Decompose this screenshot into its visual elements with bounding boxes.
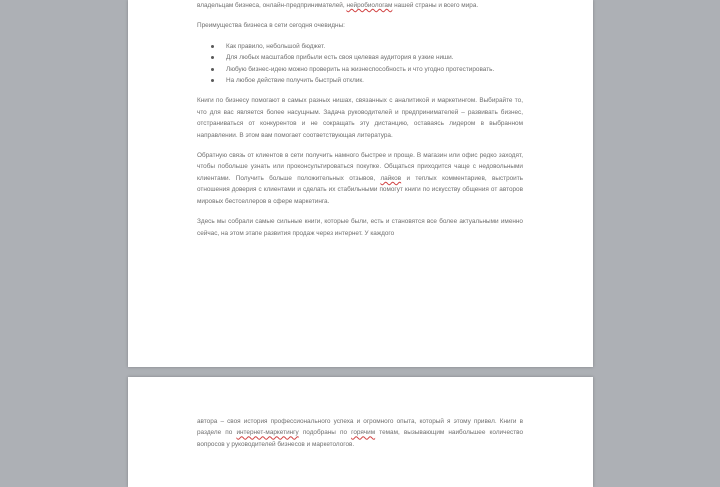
paragraph-collection[interactable]: Здесь мы собрали самые сильные книги, которые были, есть и становятся все более актуальными именно сейчас, на этом этапе развития продаж через интернет. У каждого bbox=[197, 218, 523, 237]
page-1-text-body[interactable] bbox=[197, 0, 523, 248]
bullet-list bbox=[197, 41, 523, 87]
list-item[interactable]: На любое действие получить быстрый отклик. bbox=[209, 75, 523, 86]
paragraph-business-books[interactable]: Книги по бизнесу помогают в самых разных нишах, связанных с аналитикой и маркетингом. Выбирайте то, что для вас является более насущным. Задача руководителей и предпринимателей – развивать бизнес, отстраниваться от конкурентов и не сокращать эту дистанцию, оставаясь лидером в выбранном направлении. В этом вам помогает соответствующая литература. bbox=[197, 97, 523, 139]
author-text-after: темам, вызывающим наибольшее количество вопросов у руководителей бизнесов и маркетологов. bbox=[197, 429, 523, 448]
list-title[interactable]: Преимущества бизнеса в сети сегодня очевидны: bbox=[197, 22, 345, 30]
document-page-2[interactable] bbox=[128, 377, 593, 487]
spellcheck-word[interactable]: лайков bbox=[380, 174, 402, 182]
page-2-text-body[interactable] bbox=[197, 416, 523, 459]
spellcheck-word[interactable]: нейробиологам bbox=[346, 2, 393, 9]
list-item[interactable]: Как правило, небольшой бюджет. bbox=[209, 41, 523, 52]
list-item[interactable]: Любую бизнес-идею можно проверить на жизнеспособность и что угодно протестировать. bbox=[209, 64, 523, 75]
author-text-middle: подобраны по bbox=[298, 429, 352, 437]
intro-text-after: нашей страны и всего мира. bbox=[392, 2, 479, 9]
paragraph-intro-tail[interactable] bbox=[197, 0, 523, 11]
feedback-text-part-1: Обратную связь от клиентов в сети получить намного быстрее и проще. В магазин или офис редко заходят, чтобы побольше узнать или проконсультироваться покупке. Общаться приходится чаще с недовольными клиентами. Получить больше положительных отзывов, bbox=[197, 152, 523, 182]
intro-text-before: владельцам бизнеса, онлайн-предпринимателей, bbox=[197, 2, 347, 9]
spellcheck-word[interactable]: горячим bbox=[351, 429, 376, 437]
list-item[interactable]: Для любых масштабов прибыли есть своя целевая аудитория в узкие ниши. bbox=[209, 52, 523, 63]
feedback-text-part-2: и теплых комментариев, выстроить отношения доверия с клиентами и сделать их стабильными помогут книги по искусству общения от авторов мировых бестселлеров в сфере маркетинга. bbox=[197, 174, 524, 205]
spellcheck-word[interactable]: интернет-маркетингу bbox=[236, 429, 299, 437]
author-text-before: автора – своя история профессионального успеха и огромного опыта, который я этому привел. Книги в разделе по bbox=[197, 418, 523, 437]
paragraph-feedback[interactable] bbox=[197, 150, 523, 207]
paragraph-author-story[interactable] bbox=[197, 416, 523, 450]
document-page-1[interactable] bbox=[128, 0, 593, 367]
